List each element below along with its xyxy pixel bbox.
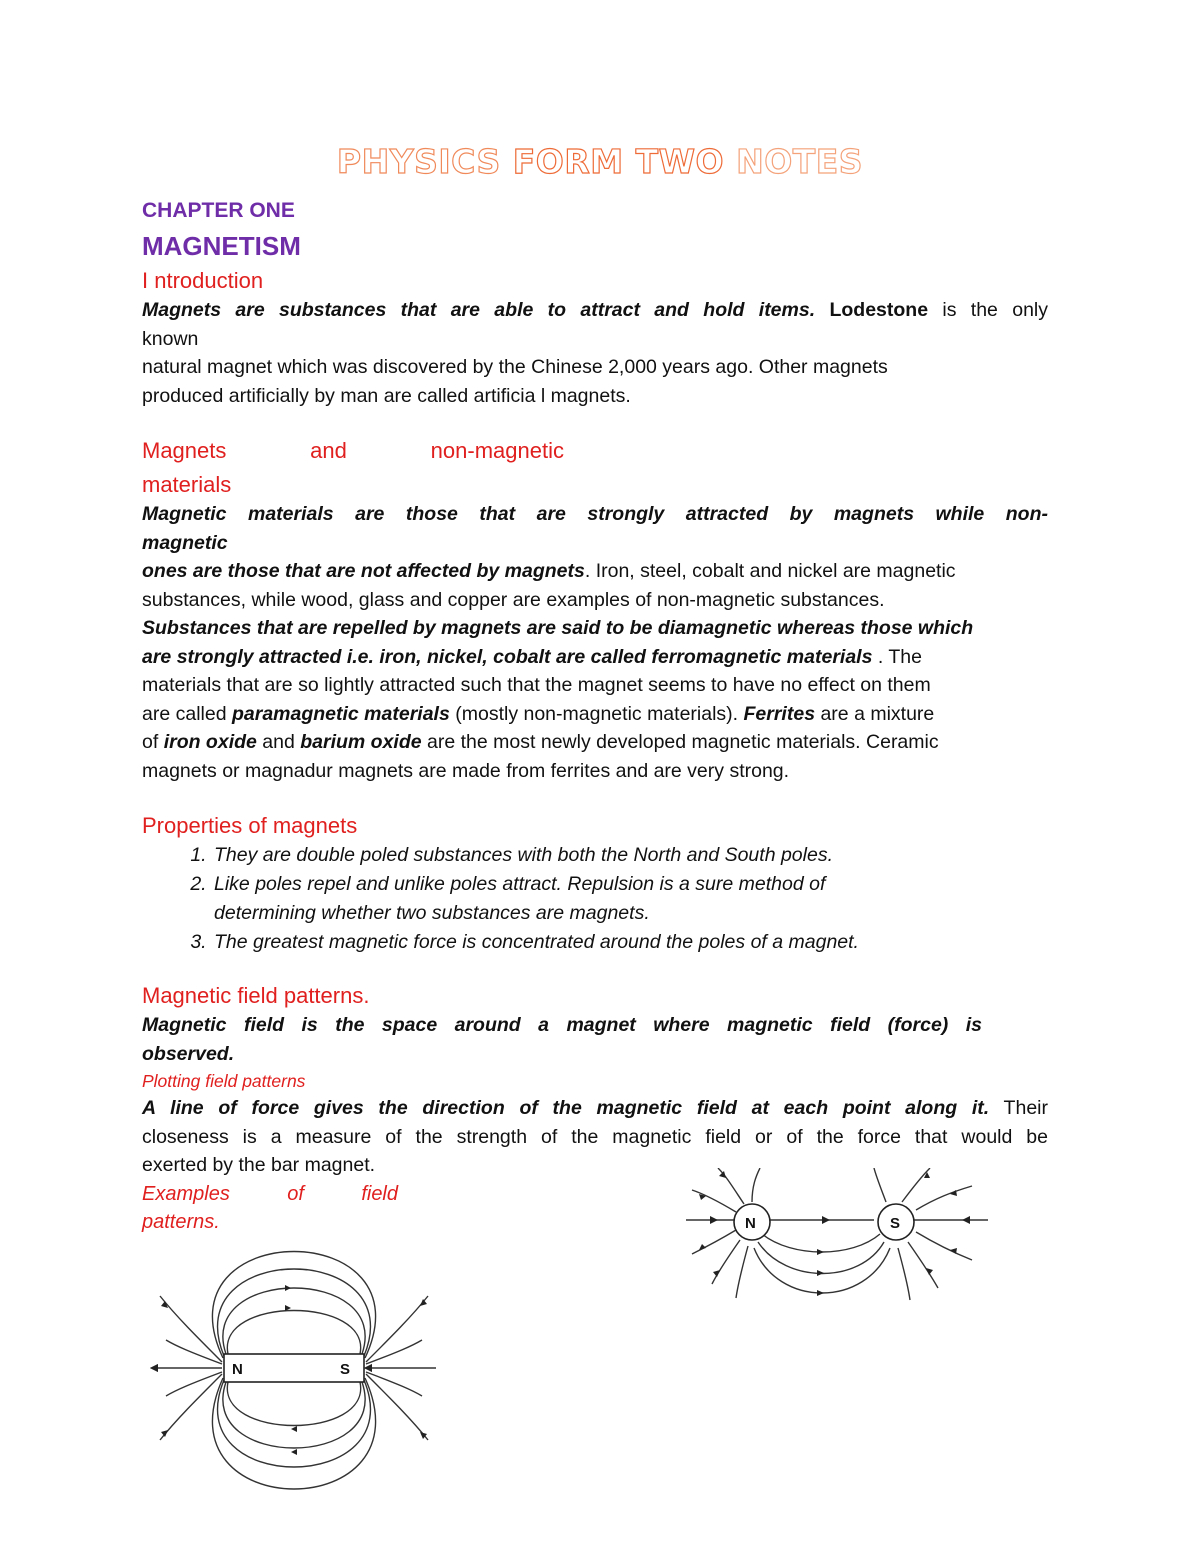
spacer bbox=[142, 957, 1048, 981]
materials-def-emphasis: ones are those that are not affected by magnets bbox=[142, 560, 585, 582]
topic-heading: MAGNETISM bbox=[142, 231, 301, 261]
document-body bbox=[142, 196, 1048, 1236]
field-line bbox=[902, 1168, 930, 1202]
field-line bbox=[712, 1240, 740, 1284]
chapter-label: CHAPTER ONE bbox=[142, 199, 295, 222]
examples-word: field bbox=[361, 1182, 399, 1205]
field-line bbox=[212, 1378, 375, 1489]
intro-line-1 bbox=[142, 296, 1048, 325]
examples-word: of bbox=[287, 1182, 304, 1205]
examples-heading-line-2: patterns. bbox=[142, 1210, 220, 1233]
field-line bbox=[366, 1372, 422, 1396]
ferrites-term: Ferrites bbox=[743, 702, 816, 725]
arrowhead bbox=[291, 1426, 297, 1432]
field-line bbox=[166, 1340, 222, 1364]
text-run: of bbox=[142, 731, 164, 753]
materials-line-4: substances, while wood, glass and copper are examples of non-magnetic substances. bbox=[142, 588, 885, 611]
field-line bbox=[366, 1340, 422, 1364]
properties-heading: Properties of magnets bbox=[142, 813, 358, 838]
arrowhead bbox=[822, 1216, 830, 1224]
south-pole-label: S bbox=[340, 1361, 351, 1378]
barium-oxide-term: barium oxide bbox=[300, 731, 422, 753]
materials-line-9 bbox=[142, 728, 1048, 757]
field-line bbox=[692, 1190, 736, 1212]
field-line bbox=[752, 1168, 760, 1202]
field-line bbox=[692, 1230, 736, 1254]
arrowhead bbox=[161, 1430, 168, 1437]
south-pole-label: S bbox=[890, 1215, 901, 1232]
field-line bbox=[762, 1234, 880, 1252]
text-run: (mostly non-magnetic materials). bbox=[449, 702, 744, 725]
materials-heading-line-1 bbox=[142, 436, 564, 466]
materials-line-7: materials that are so lightly attracted such that the magnet seems to have no effect on them bbox=[142, 674, 931, 696]
intro-lodestone: Lodestone bbox=[829, 299, 929, 321]
arrowhead bbox=[713, 1270, 720, 1277]
materials-heading-word: and bbox=[310, 438, 347, 463]
examples-word: Examples bbox=[142, 1182, 230, 1205]
arrowhead bbox=[285, 1285, 291, 1291]
document-title bbox=[0, 142, 1200, 181]
field-line bbox=[874, 1168, 886, 1202]
field-line bbox=[212, 1252, 375, 1359]
materials-heading bbox=[142, 436, 564, 500]
title-part-physics: PHYSICS bbox=[336, 142, 501, 181]
north-pole-label: N bbox=[232, 1361, 243, 1378]
field-line bbox=[916, 1186, 972, 1210]
field-heading: Magnetic field patterns. bbox=[142, 983, 370, 1008]
plotting-subheading: Plotting field patterns bbox=[142, 1071, 306, 1091]
field-line bbox=[166, 1372, 222, 1396]
bar-magnet-field-diagram bbox=[146, 1236, 442, 1502]
arrowhead bbox=[420, 1299, 427, 1306]
paramagnetic-term: paramagnetic materials bbox=[231, 702, 450, 725]
arrowhead bbox=[817, 1249, 824, 1255]
north-pole-label: N bbox=[745, 1215, 756, 1232]
field-line bbox=[227, 1382, 360, 1426]
materials-heading-line-2: materials bbox=[142, 472, 232, 497]
materials-line-5: Substances that are repelled by magnets are said to be diamagnetic whereas those which bbox=[142, 617, 974, 639]
materials-line-10: magnets or magnadur magnets are made from ferrites and are very strong. bbox=[142, 759, 790, 782]
materials-def-line-1: Magnetic materials are those that are strongly attracted by magnets while non- bbox=[142, 503, 1048, 525]
materials-heading-word: non-magnetic bbox=[430, 438, 564, 463]
text-run: are a mixture bbox=[815, 702, 935, 725]
field-def-line-1: Magnetic field is the space around a magnet where magnetic field (force) is bbox=[142, 1014, 982, 1036]
intro-definition: Magnets are substances that are able to attract and hold items. bbox=[142, 299, 816, 321]
intro-line-4: produced artificially by man are called artificia l magnets. bbox=[142, 384, 631, 407]
intro-line-3: natural magnet which was discovered by the Chinese 2,000 years ago. Other magnets bbox=[142, 356, 888, 378]
field-line bbox=[223, 1382, 365, 1448]
materials-def-line-2: magnetic bbox=[142, 531, 228, 554]
line-of-force-definition: A line of force gives the direction of the magnetic field at each point along it. bbox=[142, 1097, 990, 1119]
examples-heading-line-1 bbox=[142, 1180, 398, 1208]
field-line bbox=[218, 1269, 371, 1356]
materials-def-line-3 bbox=[142, 557, 1048, 586]
materials-ferromagnetic: are strongly attracted i.e. iron, nickel, cobalt are called ferromagnetic materials bbox=[142, 645, 873, 668]
materials-heading-word: Magnets bbox=[142, 438, 227, 463]
intro-line-1-rest: is the only bbox=[942, 299, 1048, 321]
field-line bbox=[218, 1380, 371, 1467]
field-line-3: exerted by the bar magnet. bbox=[142, 1154, 376, 1176]
field-line bbox=[916, 1232, 972, 1260]
materials-line-6 bbox=[142, 643, 1048, 672]
arrowhead bbox=[926, 1268, 933, 1275]
materials-def-rest: . Iron, steel, cobalt and nickel are magnetic bbox=[584, 560, 956, 582]
field-line bbox=[736, 1246, 748, 1298]
text-run: are the most newly developed magnetic materials. Ceramic bbox=[421, 731, 939, 753]
field-line bbox=[898, 1248, 910, 1300]
title-part-notes: NOTES bbox=[736, 142, 864, 181]
text-run: are called bbox=[142, 702, 232, 725]
field-lines bbox=[686, 1168, 988, 1300]
field-line-1 bbox=[142, 1094, 1048, 1123]
list-item: 2. Like poles repel and unlike poles attract. Repulsion is a sure method of determining whether two substances are magnets. bbox=[212, 870, 1048, 928]
list-item: 1. They are double poled substances with both the North and South poles. bbox=[212, 841, 1048, 870]
properties-list bbox=[142, 841, 1048, 957]
field-line-2: closeness is a measure of the strength of the magnetic field or of the force that would be bbox=[142, 1125, 1048, 1148]
arrowhead bbox=[962, 1216, 970, 1224]
arrowhead bbox=[291, 1449, 297, 1455]
arrowhead bbox=[817, 1270, 824, 1276]
materials-line-6-rest: . The bbox=[872, 645, 922, 668]
title-part-form-two: FORM TWO bbox=[512, 142, 725, 181]
arrowhead bbox=[710, 1216, 718, 1224]
spacer bbox=[142, 785, 1048, 811]
field-line bbox=[227, 1311, 360, 1355]
list-item: 3. The greatest magnetic force is concentrated around the poles of a magnet. bbox=[212, 928, 1048, 957]
materials-line-8 bbox=[142, 700, 1048, 729]
field-line bbox=[908, 1242, 938, 1288]
spacer bbox=[142, 410, 1048, 436]
field-def-line-2: observed. bbox=[142, 1042, 235, 1065]
intro-heading: I ntroduction bbox=[142, 268, 264, 293]
field-line bbox=[754, 1248, 890, 1293]
two-pole-field-diagram bbox=[682, 1168, 992, 1320]
field-line bbox=[758, 1242, 884, 1274]
text-run: and bbox=[256, 731, 301, 753]
field-line bbox=[223, 1288, 365, 1354]
intro-line-2: known bbox=[142, 327, 199, 350]
iron-oxide-term: iron oxide bbox=[163, 731, 257, 753]
text-run: Their bbox=[989, 1097, 1048, 1119]
arrowhead bbox=[817, 1290, 824, 1296]
